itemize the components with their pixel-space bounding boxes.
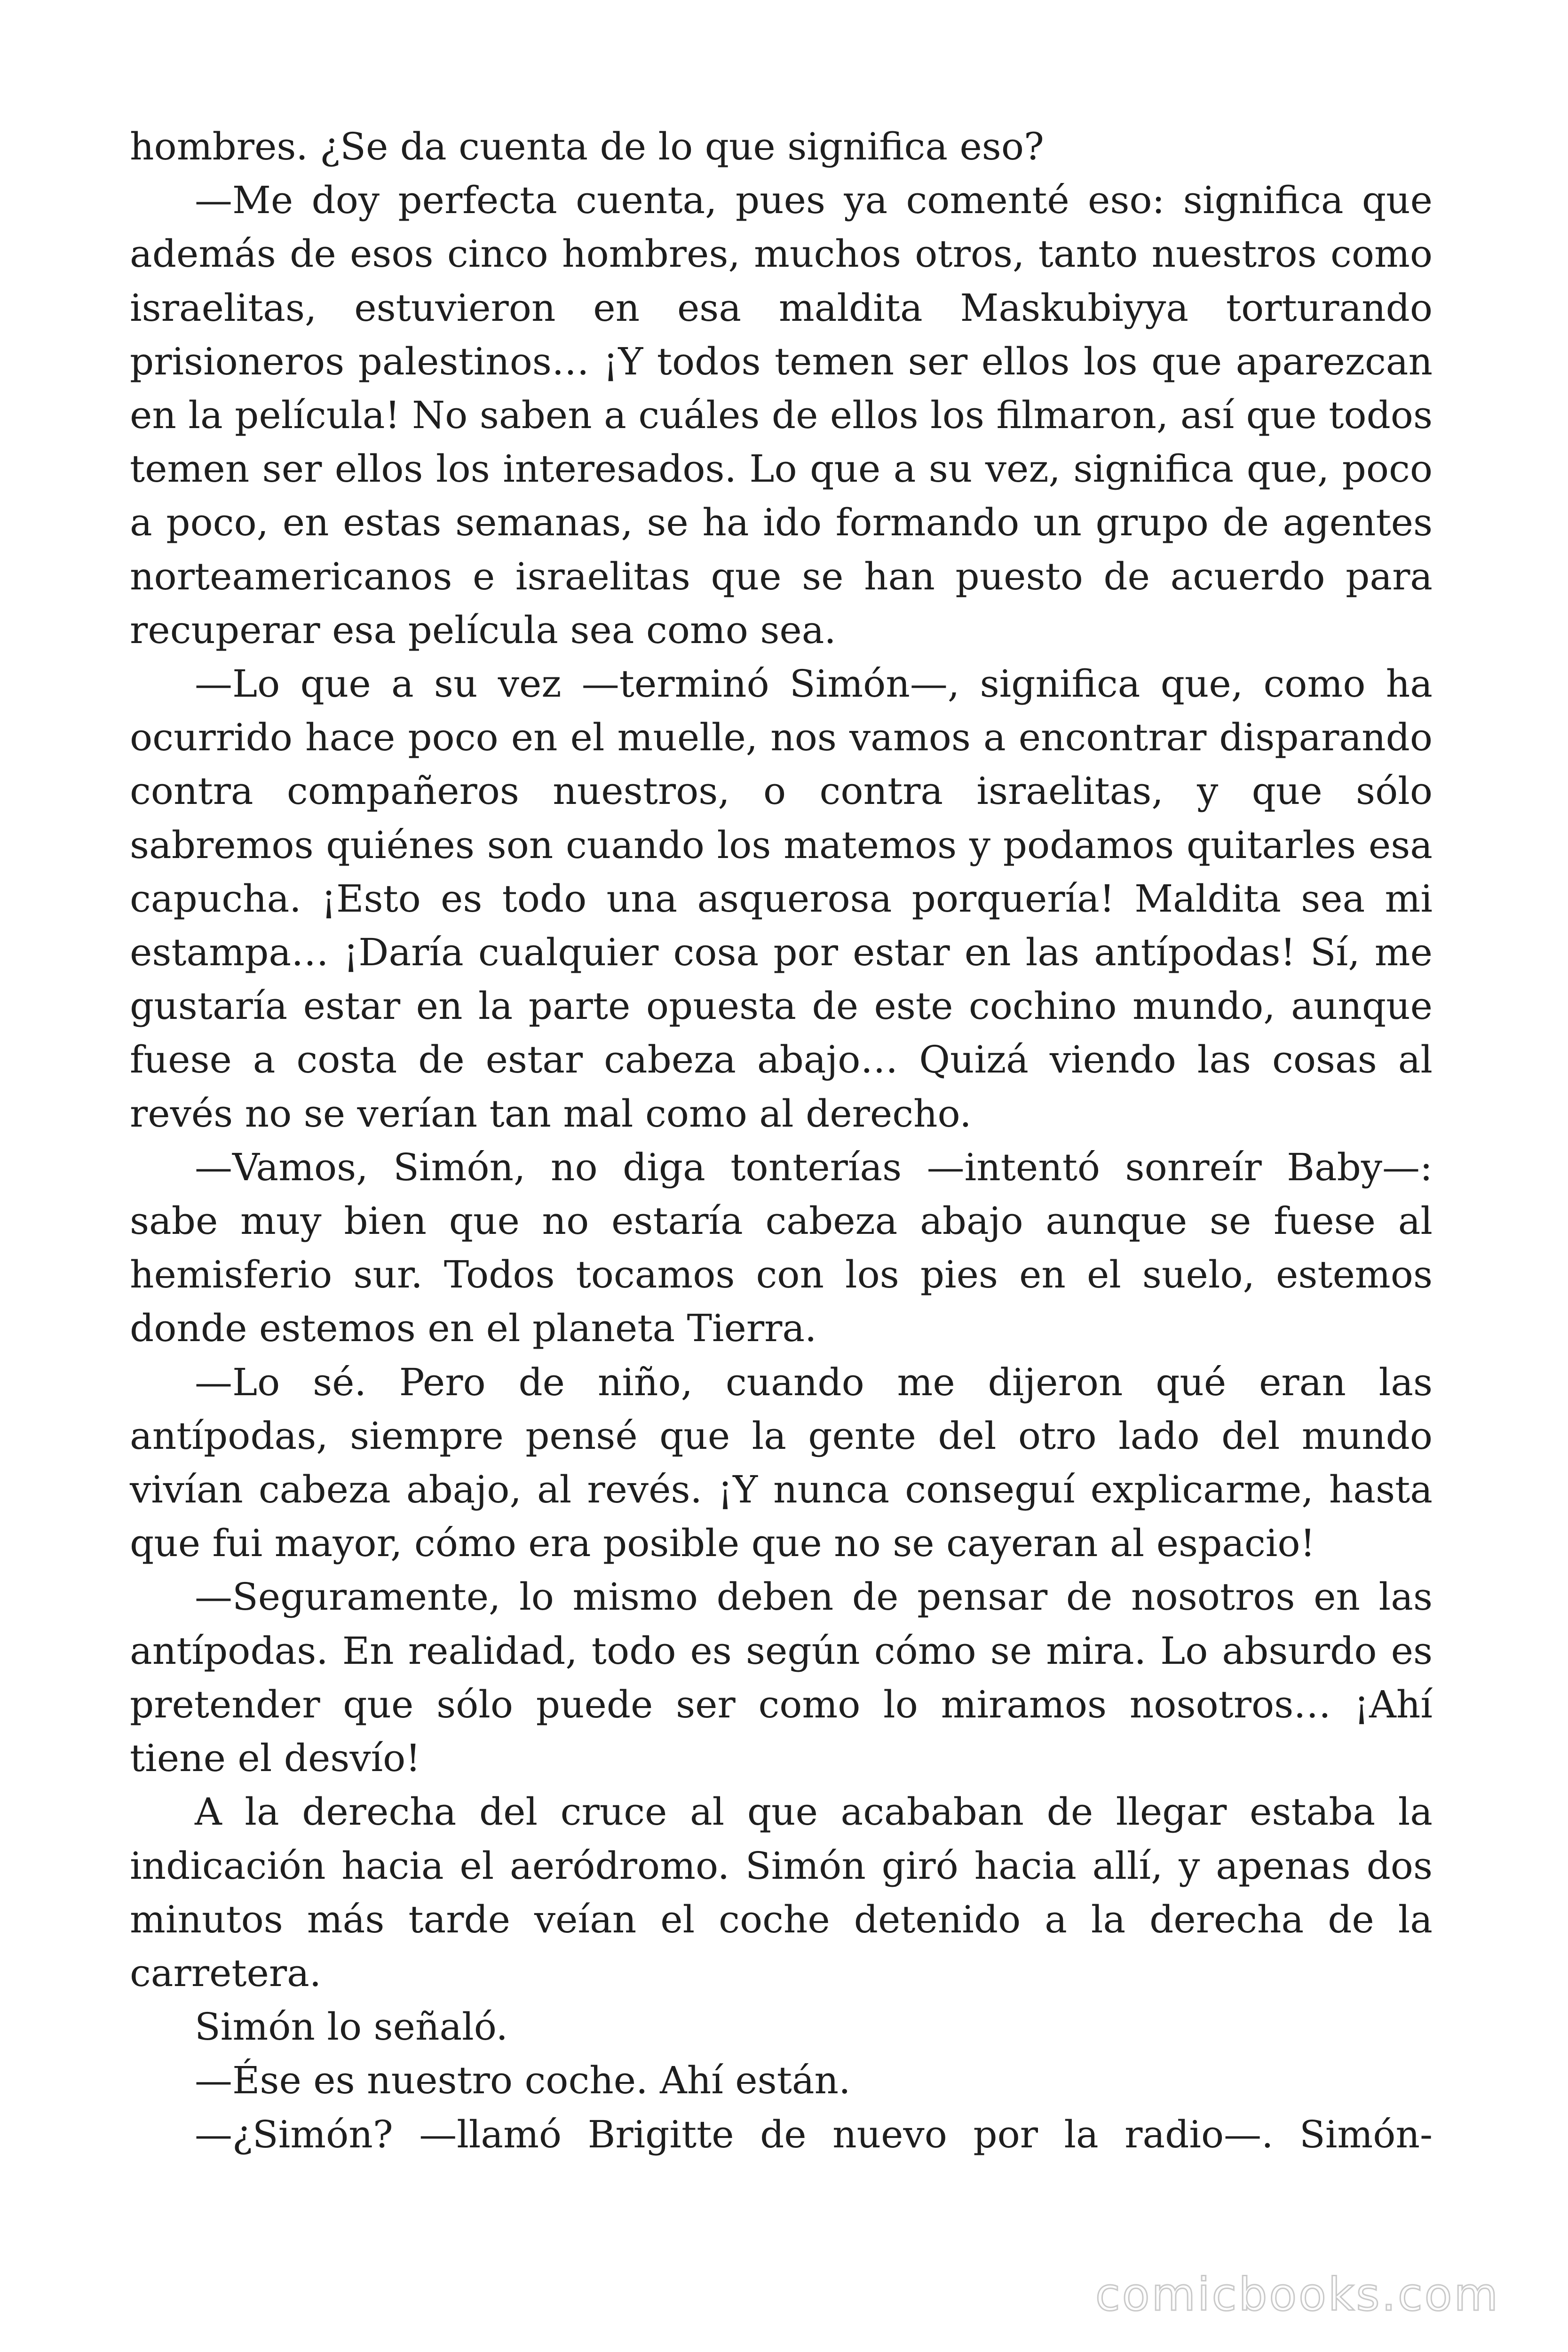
- paragraph: —Seguramente, lo mismo deben de pensar de nosotros en las antípodas. En realidad, todo es según cómo se mira. Lo absurdo es pretender que sólo puede ser como lo miramos nosotros… ¡Ahí tiene el desvío!: [130, 1575, 1433, 1780]
- watermark-logo: comicbooks.com: [1095, 2268, 1500, 2321]
- page-text: [130, 120, 1433, 2161]
- paragraph-hyphenated-end: —¿Simón? —llamó Brigitte de nuevo por la radio—. Simón-: [195, 2112, 1433, 2156]
- paragraph: A la derecha del cruce al que acababan de llegar estaba la indicación hacia el aeródromo. Simón giró hacia allí, y apenas dos minutos más tarde veían el coche detenido a la derecha de la carretera.: [130, 1790, 1433, 1995]
- paragraph: —Ése es nuestro coche. Ahí están.: [195, 2058, 851, 2103]
- paragraph: —Lo que a su vez —terminó Simón—, significa que, como ha ocurrido hace poco en el muelle, nos vamos a encontrar disparando contra compañeros nuestros, o contra israelitas, y que sólo sabremos quiénes son cuando los matemos y podamos quitarles esa capucha. ¡Esto es todo una asquerosa porquería! Maldita sea mi estampa… ¡Daría cualquier cosa por estar en las antípodas! Sí, me gustaría estar en la parte opuesta de este cochino mundo, aunque fuese a costa de estar cabeza abajo… Quizá viendo las cosas al revés no se verían tan mal como al derecho.: [130, 662, 1433, 1136]
- paragraph-continuation: hombres. ¿Se da cuenta de lo que significa eso?: [130, 125, 1044, 168]
- paragraph: Simón lo señaló.: [195, 2005, 508, 2049]
- paragraph: —Vamos, Simón, no diga tonterías —intentó sonreír Baby—: sabe muy bien que no estaría cabeza abajo aunque se fuese al hemisferio sur. Todos tocamos con los pies en el suelo, estemos donde estemos en el planeta Tierra.: [130, 1145, 1433, 1351]
- paragraph: —Me doy perfecta cuenta, pues ya comenté eso: significa que además de esos cinco hombres, muchos otros, tanto nuestros como israelitas, estuvieron en esa maldita Maskubiyya torturando prisioneros palestinos… ¡Y todos temen ser ellos los que aparezcan en la película! No saben a cuáles de ellos los filmaron, así que todos temen ser ellos los interesados. Lo que a su vez, significa que, poco a poco, en estas semanas, se ha ido formando un grupo de agentes norteamericanos e israelitas que se han puesto de acuerdo para recuperar esa película sea como sea.: [130, 178, 1433, 652]
- paragraph: —Lo sé. Pero de niño, cuando me dijeron qué eran las antípodas, siempre pensé que la gente del otro lado del mundo vivían cabeza abajo, al revés. ¡Y nunca conseguí explicarme, hasta que fui mayor, cómo era posible que no se cayeran al espacio!: [130, 1360, 1433, 1565]
